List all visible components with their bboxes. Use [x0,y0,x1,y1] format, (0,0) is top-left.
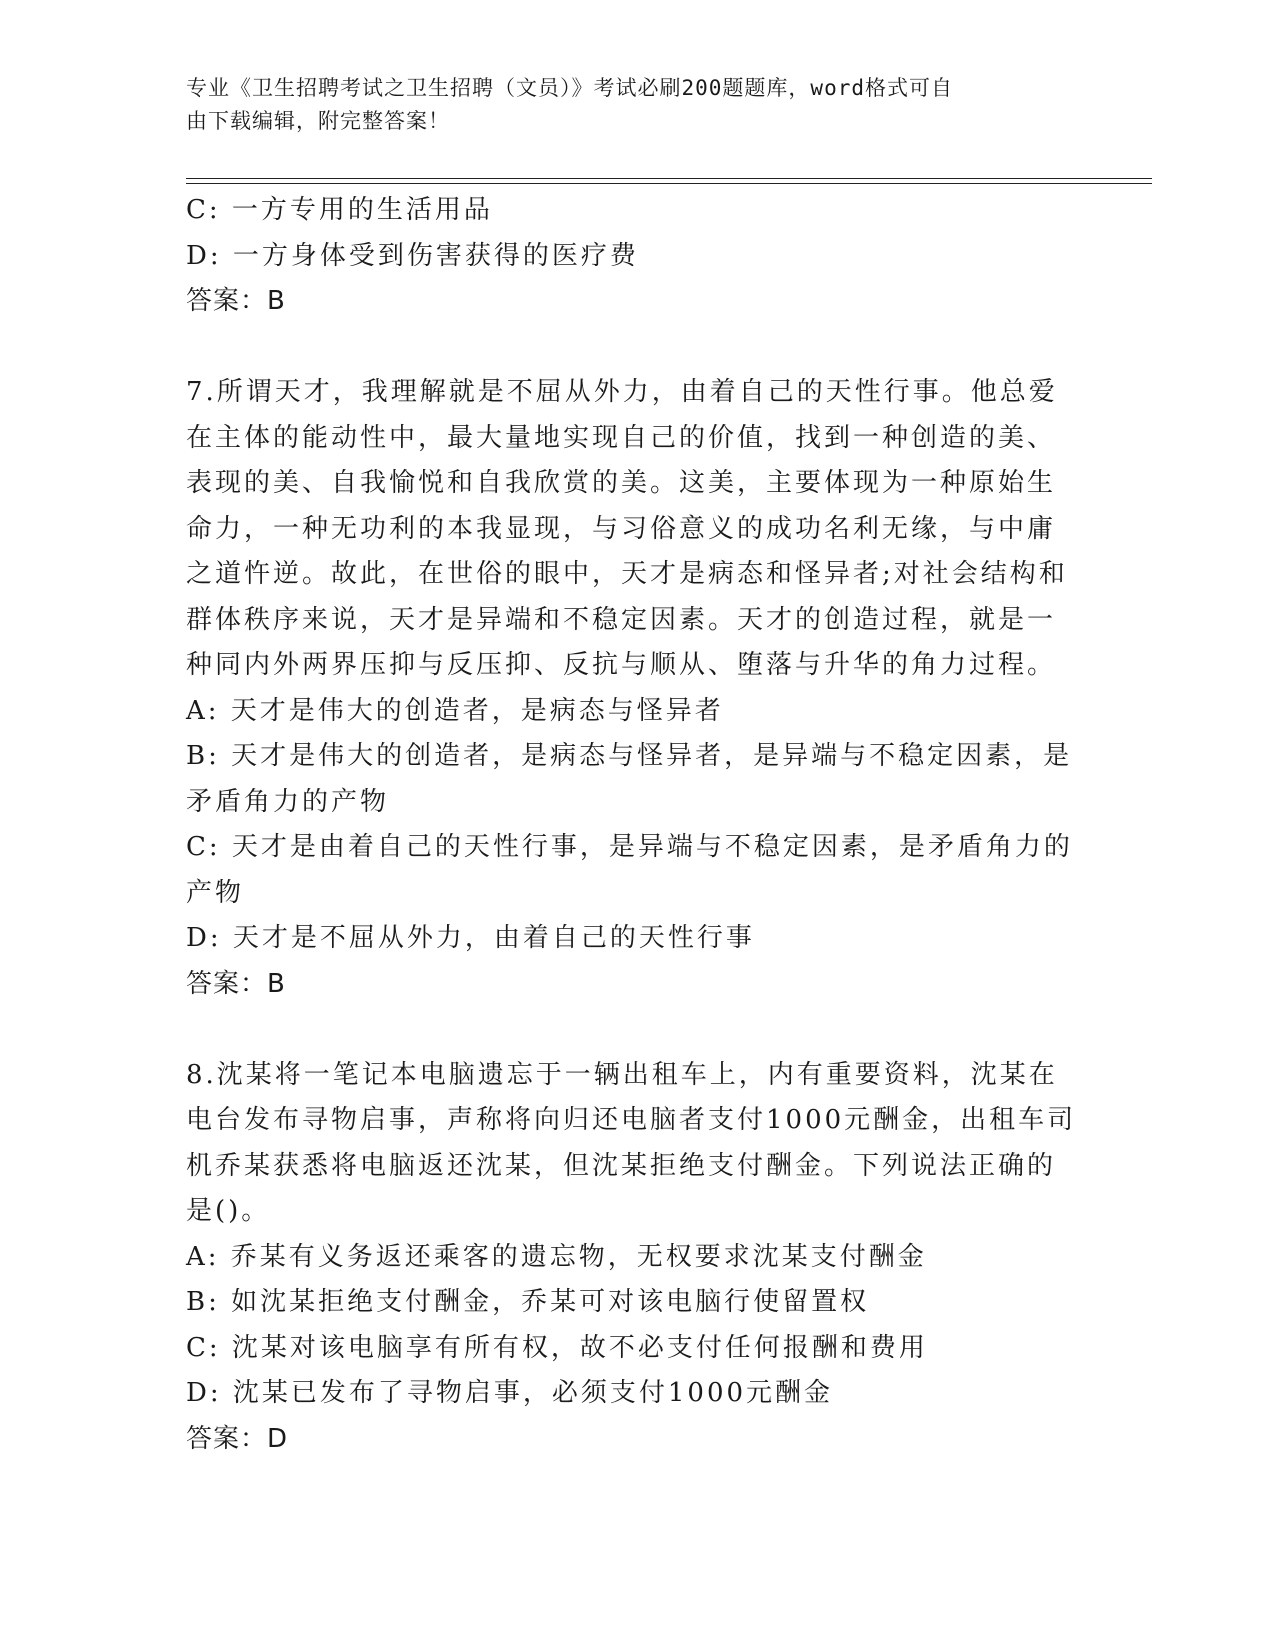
question-7 [186,370,1086,1007]
spacer [186,325,1086,371]
q6-option-c: C: 一方专用的生活用品 [186,195,493,225]
q7-answer: 答案：B [186,968,286,999]
q7-option-b-line-1: B: 天才是伟大的创造者，是病态与怪异者，是异端与不稳定因素，是 [186,741,1073,771]
q8-option-c: C: 沈某对该电脑享有所有权，故不必支付任何报酬和费用 [186,1332,928,1363]
q8-stem-line: 机乔某获悉将电脑返还沈某，但沈某拒绝支付酬金。下列说法正确的 [186,1150,1057,1181]
q8-stem-line: 8.沈某将一笔记本电脑遗忘于一辆出租车上，内有重要资料，沈某在 [186,1059,1058,1090]
q6-answer: 答案：B [186,286,286,316]
header-line-2: 由下载编辑，附完整答案！ [186,109,450,133]
question-8 [186,1053,1086,1463]
q8-stem-line: 电台发布寻物启事，声称将向归还电脑者支付1000元酬金，出租车司 [186,1105,1077,1135]
q7-option-b-line-2: 矛盾角力的产物 [186,786,390,817]
q7-stem-line: 命力，一种无功利的本我显现，与习俗意义的成功名利无缘，与中庸 [186,513,1057,544]
q7-option-a: A: 天才是伟大的创造者，是病态与怪异者 [186,695,724,726]
q6-option-d: D: 一方身体受到伤害获得的医疗费 [186,240,639,271]
q8-option-b: B: 如沈某拒绝支付酬金，乔某可对该电脑行使留置权 [186,1287,870,1317]
q8-stem [186,1053,1086,1235]
q7-stem [186,370,1086,689]
q8-answer: 答案：D [186,1423,289,1454]
q7-stem-line: 在主体的能动性中，最大量地实现自己的价值，找到一种创造的美、 [186,422,1057,453]
question-6-tail [186,188,1086,325]
q7-option-d: D: 天才是不屈从外力，由着自己的天性行事 [186,923,755,953]
q7-stem-line: 之道忤逆。故此，在世俗的眼中，天才是病态和怪异者;对社会结构和 [186,559,1068,589]
spacer [186,1007,1086,1053]
q7-stem-line: 7.所谓天才，我理解就是不屈从外力，由着自己的天性行事。他总爱 [186,377,1058,407]
q7-stem-line: 种同内外两界压抑与反压抑、反抗与顺从、堕落与升华的角力过程。 [186,650,1057,680]
q8-option-d: D: 沈某已发布了寻物启事，必须支付1000元酬金 [186,1378,834,1408]
header-line-1: 专业《卫生招聘考试之卫生招聘（文员）》考试必刷200题题库，word格式可自 [186,76,953,100]
document-header [186,72,1066,138]
q7-stem-line: 表现的美、自我愉悦和自我欣赏的美。这美，主要体现为一种原始生 [186,468,1057,498]
header-rule-bottom [186,183,1152,184]
q8-stem-line: 是()。 [186,1196,271,1226]
document-body [186,188,1086,1462]
q7-option-c-line-1: C: 天才是由着自己的天性行事，是异端与不稳定因素，是矛盾角力的 [186,832,1073,862]
q7-stem-line: 群体秩序来说，天才是异端和不稳定因素。天才的创造过程，就是一 [186,604,1057,635]
q7-option-c-line-2: 产物 [186,877,245,908]
header-rule-top [186,178,1152,179]
q8-option-a: A: 乔某有义务返还乘客的遗忘物，无权要求沈某支付酬金 [186,1241,927,1272]
